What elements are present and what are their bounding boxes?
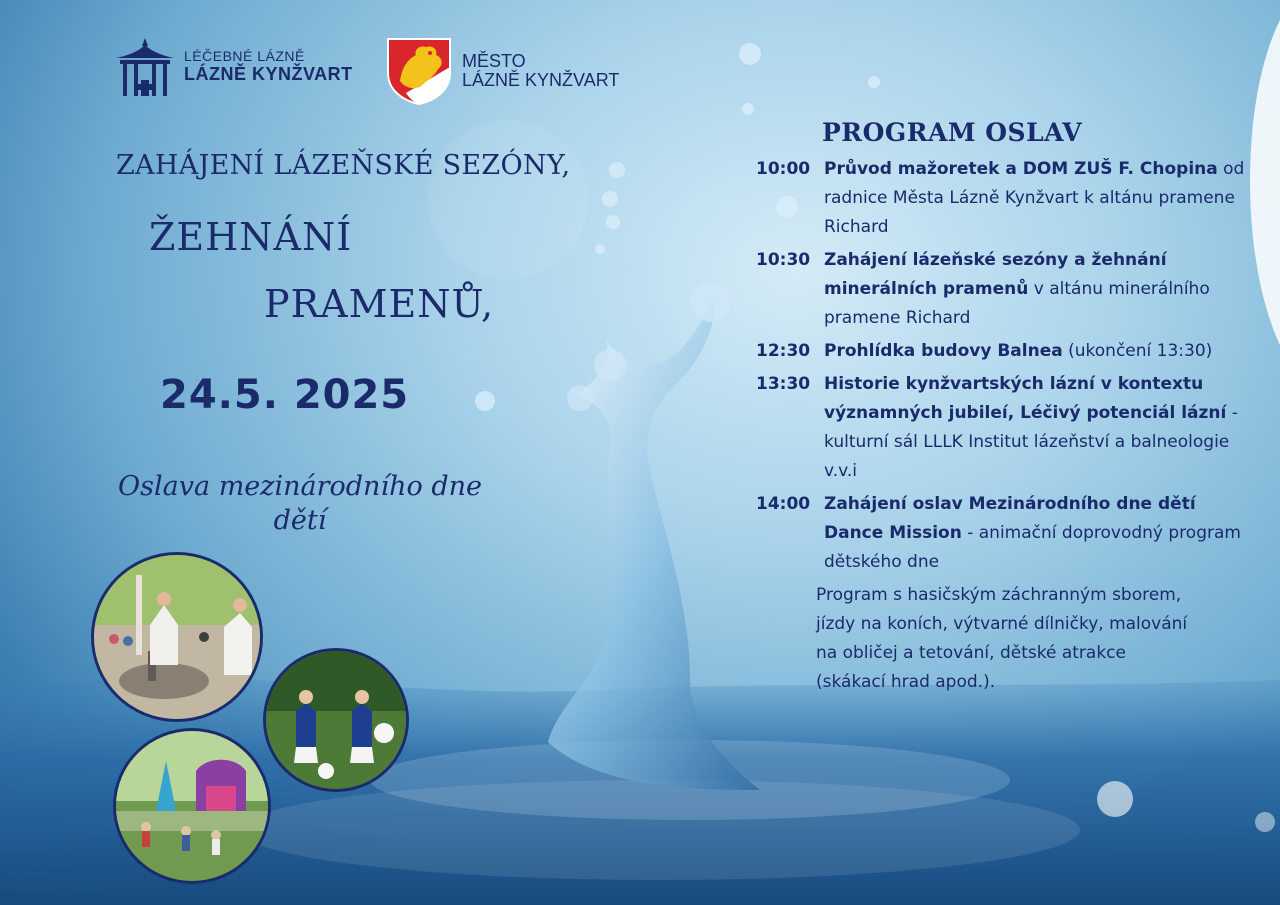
town-logo-line2: LÁZNĚ KYNŽVART	[462, 70, 620, 90]
program-item-title: Průvod mažoretek a DOM ZUŠ F. Chopina	[824, 159, 1218, 179]
program-extra-activities: Program s hasičským záchranným sborem, jízdy na koních, výtvarné dílničky, malování na obličej a tetování, dětské atrakce (skákací hrad apod.).	[816, 585, 1188, 692]
spa-logo-line1: LÉČEBNÉ LÁZNĚ	[184, 48, 305, 65]
event-date: 24.5. 2025	[160, 372, 410, 418]
blessing-title-line2: PRAMENŮ,	[264, 282, 495, 326]
program-item	[756, 155, 1246, 242]
program-item-time: 13:30	[756, 374, 811, 394]
spa-logo	[114, 36, 353, 98]
program-item-time: 14:00	[756, 494, 811, 514]
program-item-text: v altánu minerálního pramene Richard	[824, 279, 1210, 328]
program-item-time: 10:30	[756, 250, 811, 270]
spa-logo-line2: LÁZNĚ KYNŽVART	[184, 63, 353, 84]
gazebo-icon	[114, 36, 176, 98]
program-item-time: 10:00	[756, 159, 811, 179]
town-logo	[386, 37, 619, 105]
program-item-title: Zahájení oslav Mezinárodního dne dětí Dance Mission	[824, 494, 1196, 543]
program-item	[756, 370, 1246, 486]
children-day-title: Oslava mezinárodního dne dětí	[118, 471, 482, 536]
program-item-text: od radnice Města Lázně Kynžvart k altánu pramene Richard	[824, 159, 1245, 237]
coat-of-arms-lion-icon	[386, 37, 452, 105]
photo-blessing-ceremony	[91, 552, 263, 722]
blessing-title-line1: ŽEHNÁNÍ	[149, 215, 353, 259]
program-item	[756, 246, 1246, 333]
season-opening-title: ZAHÁJENÍ LÁZEŇSKÉ SEZÓNY,	[116, 150, 571, 181]
photo-bouncy-castle	[113, 728, 271, 884]
program-item-time: 12:30	[756, 341, 811, 361]
photo-majorettes	[263, 648, 409, 792]
program-item-title: Prohlídka budovy Balnea	[824, 341, 1063, 361]
program-item	[756, 337, 1246, 366]
program-item	[756, 490, 1246, 577]
program-title: PROGRAM OSLAV	[822, 118, 1083, 147]
program-item-title: Historie kynžvartských lázní v kontextu významných jubileí, Léčivý potenciál lázní	[824, 374, 1227, 423]
program-item-text: - kulturní sál LLLK Institut lázeňství a balneologie v.v.i	[824, 403, 1238, 481]
program-item-text: (ukončení 13:30)	[1068, 341, 1213, 361]
program-item-title: Zahájení lázeňské sezóny a žehnání minerálních pramenů	[824, 250, 1167, 299]
program-item-text: - animační doprovodný program dětského dne	[824, 523, 1241, 572]
program-schedule	[756, 118, 1246, 697]
town-logo-line1: MĚSTO	[462, 51, 526, 72]
